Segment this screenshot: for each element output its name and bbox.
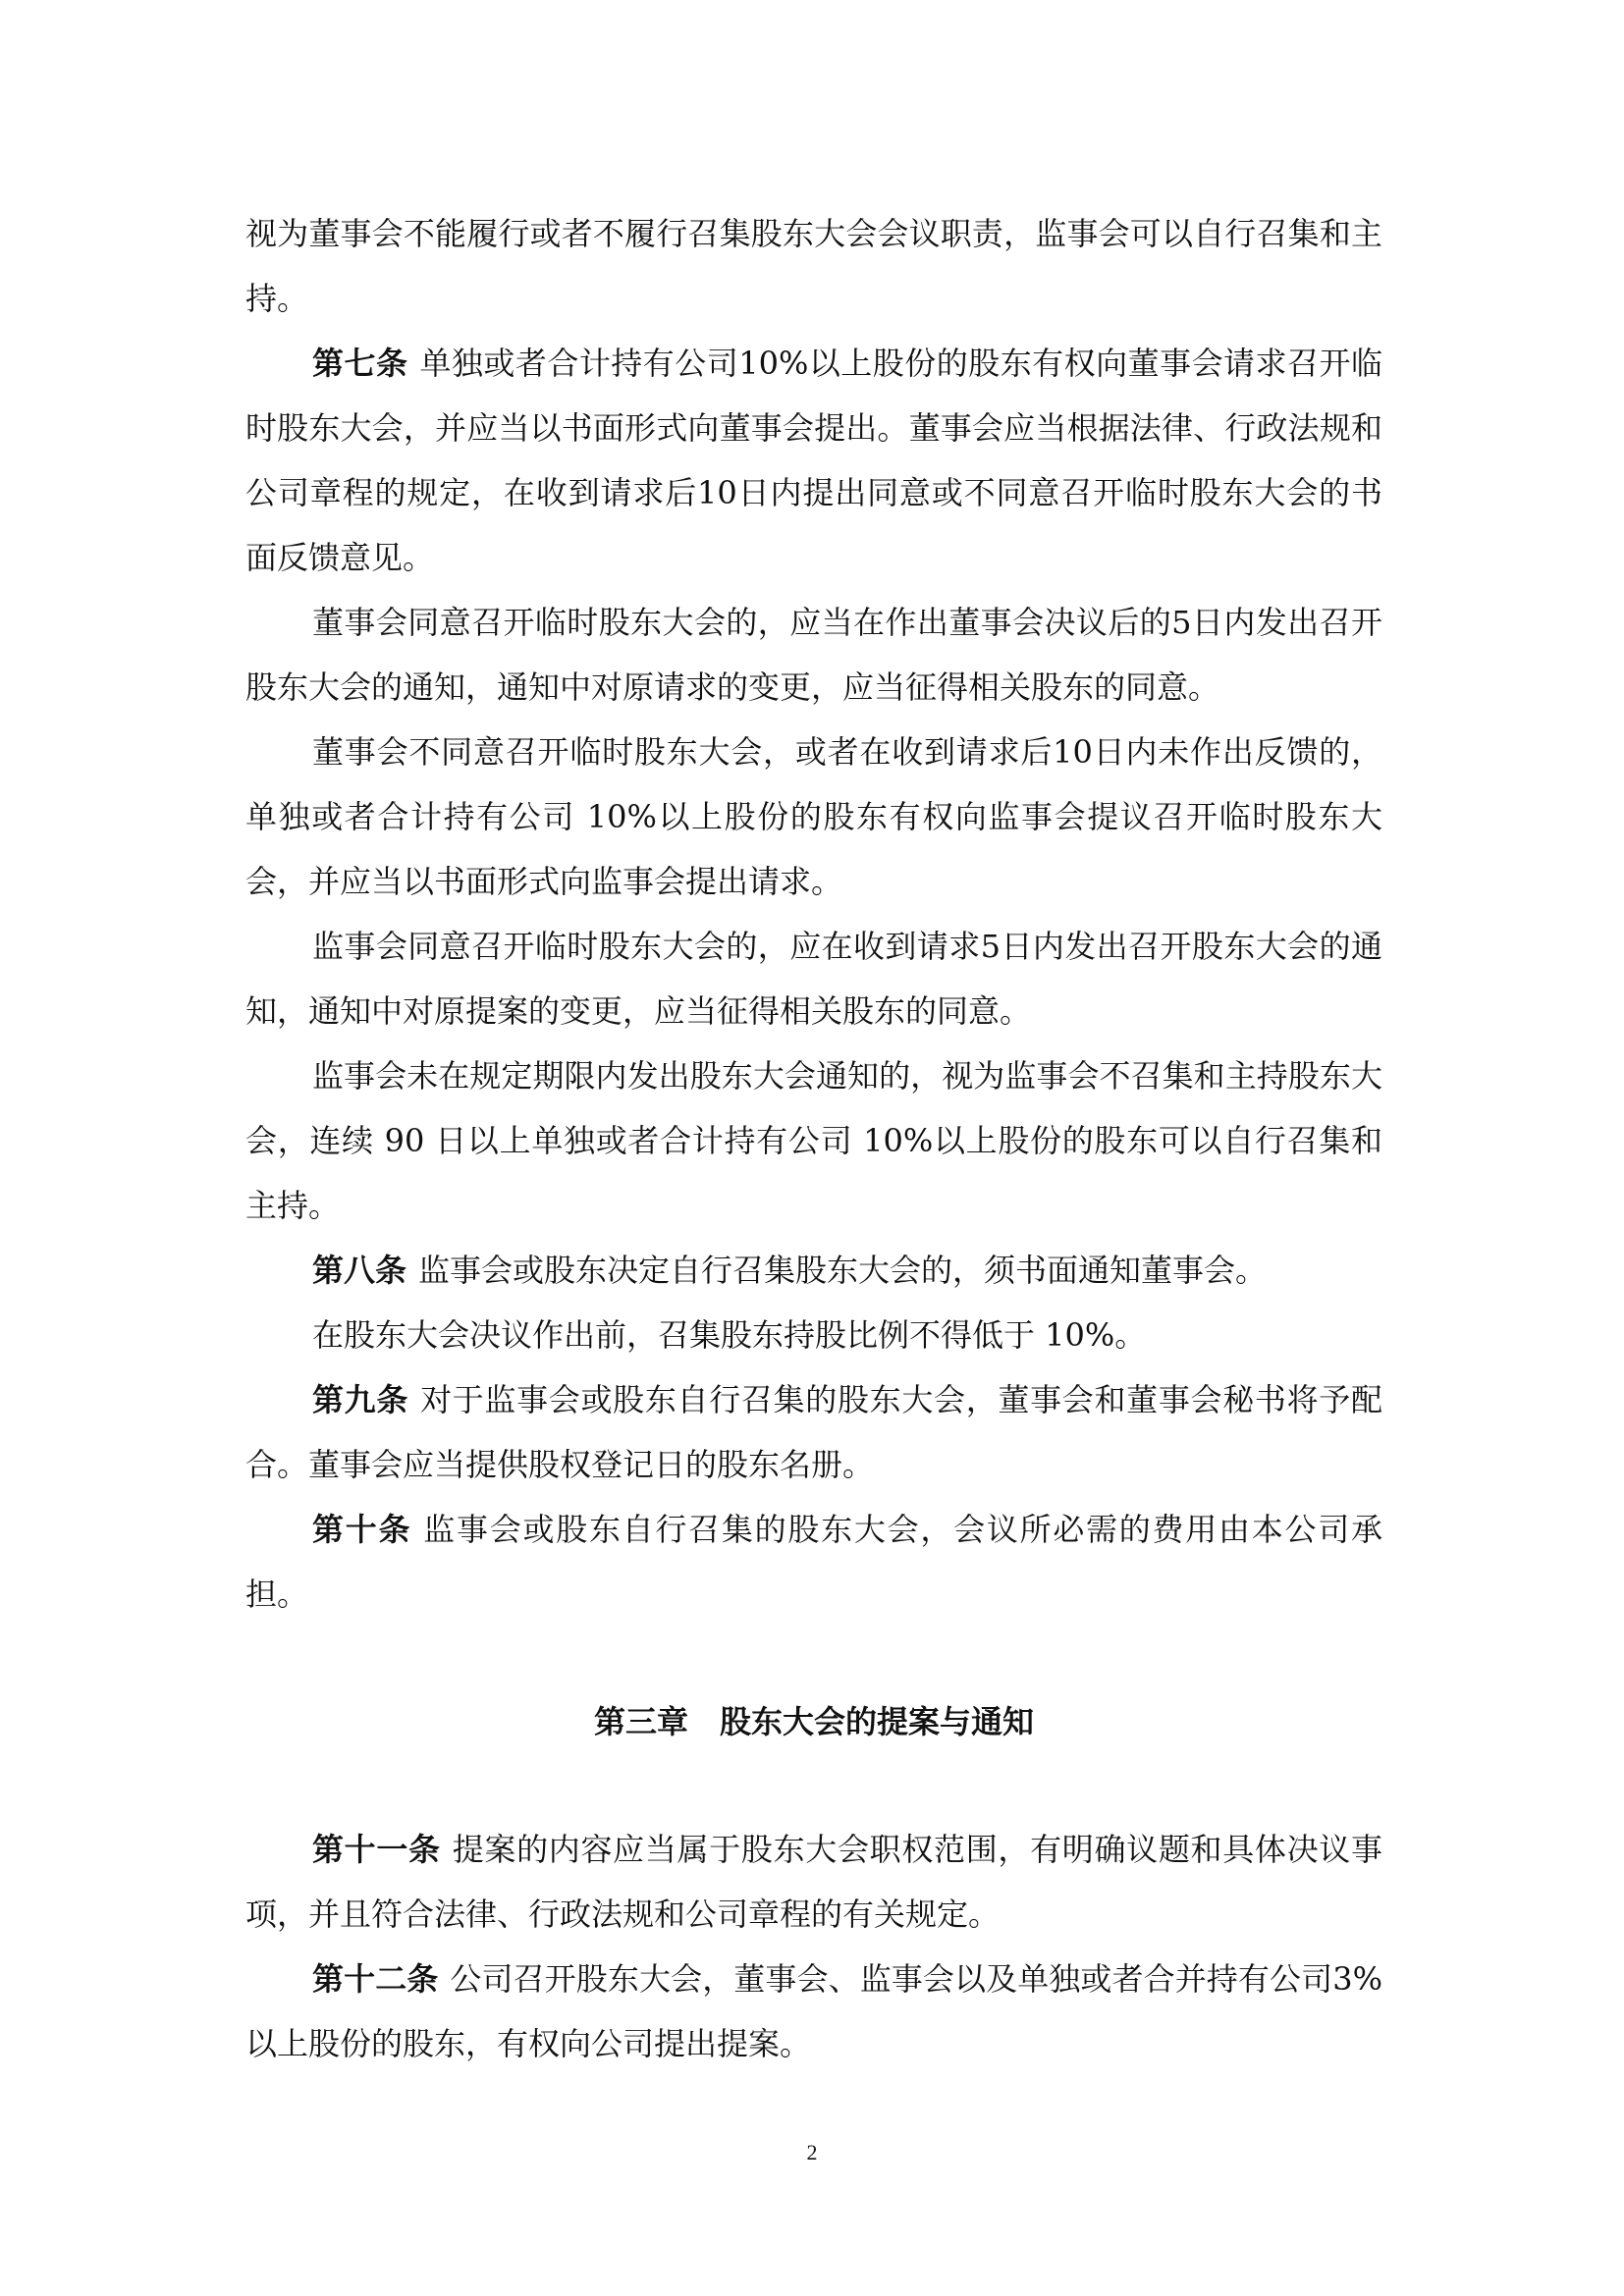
paragraph [245,1043,1382,1238]
paragraph-text: 提案的内容应当属于股东大会职权范围，有明确议题和具体决议事项，并且符合法律、行政法规和公司章程的有关规定。 [245,1831,1382,1933]
paragraph-text: 单独或者合计持有公司10%以上股份的股东有权向董事会请求召开临时股东大会，并应当以书面形式向董事会提出。董事会应当根据法律、行政法规和公司章程的规定，在收到请求后10日内提出同意或不同意召开临时股东大会的书面反馈意见。 [245,345,1382,576]
article-heading: 第十一条 [312,1831,441,1868]
paragraph-article-10 [245,1497,1382,1627]
paragraph-article-11 [245,1817,1382,1947]
paragraph-article-12 [245,1947,1382,2076]
paragraph-article-7 [245,331,1382,590]
chapter-title: 第三章 股东大会的提案与通知 [593,1703,1034,1740]
paragraph-text: 对于监事会或股东自行召集的股东大会，董事会和董事会秘书将予配合。董事会应当提供股权登记日的股东名册。 [245,1381,1382,1483]
paragraph-text: 视为董事会不能履行或者不履行召集股东大会会议职责，监事会可以自行召集和主持。 [245,215,1382,317]
paragraph-text: 监事会或股东自行召集的股东大会，会议所必需的费用由本公司承担。 [245,1511,1382,1613]
paragraph-article-8 [245,1238,1382,1303]
article-heading: 第十二条 [312,1960,439,1998]
paragraph-text: 监事会同意召开临时股东大会的，应在收到请求5日内发出召开股东大会的通知，通知中对原提案的变更，应当征得相关股东的同意。 [245,928,1382,1030]
paragraph [245,590,1382,720]
article-heading: 第十条 [312,1511,412,1548]
paragraph [245,914,1382,1043]
paragraph [245,1303,1382,1367]
paragraph-text: 监事会或股东决定自行召集股东大会的，须书面通知董事会。 [418,1252,1268,1289]
paragraph [245,201,1382,331]
document-body [245,201,1382,2076]
article-heading: 第九条 [312,1381,409,1418]
paragraph-text: 监事会未在规定期限内发出股东大会通知的，视为监事会不召集和主持股东大会，连续 90 日以上单独或者合计持有公司 10%以上股份的股东可以自行召集和主持。 [245,1057,1382,1224]
article-heading: 第八条 [312,1252,407,1289]
paragraph-article-9 [245,1367,1382,1497]
article-heading: 第七条 [312,345,408,382]
paragraph-text: 董事会不同意召开临时股东大会，或者在收到请求后10日内未作出反馈的，单独或者合计持有公司 10%以上股份的股东有权向监事会提议召开临时股东大会，并应当以书面形式向监事会提出请求。 [245,733,1382,900]
paragraph-text: 董事会同意召开临时股东大会的，应当在作出董事会决议后的5日内发出召开股东大会的通知，通知中对原请求的变更，应当征得相关股东的同意。 [245,604,1382,706]
page-number: 2 [806,2140,818,2164]
paragraph-text: 公司召开股东大会，董事会、监事会以及单独或者合并持有公司3%以上股份的股东，有权向公司提出提案。 [245,1960,1382,2062]
paragraph-text: 在股东大会决议作出前，召集股东持股比例不得低于 10%。 [312,1316,1147,1354]
paragraph [245,720,1382,914]
